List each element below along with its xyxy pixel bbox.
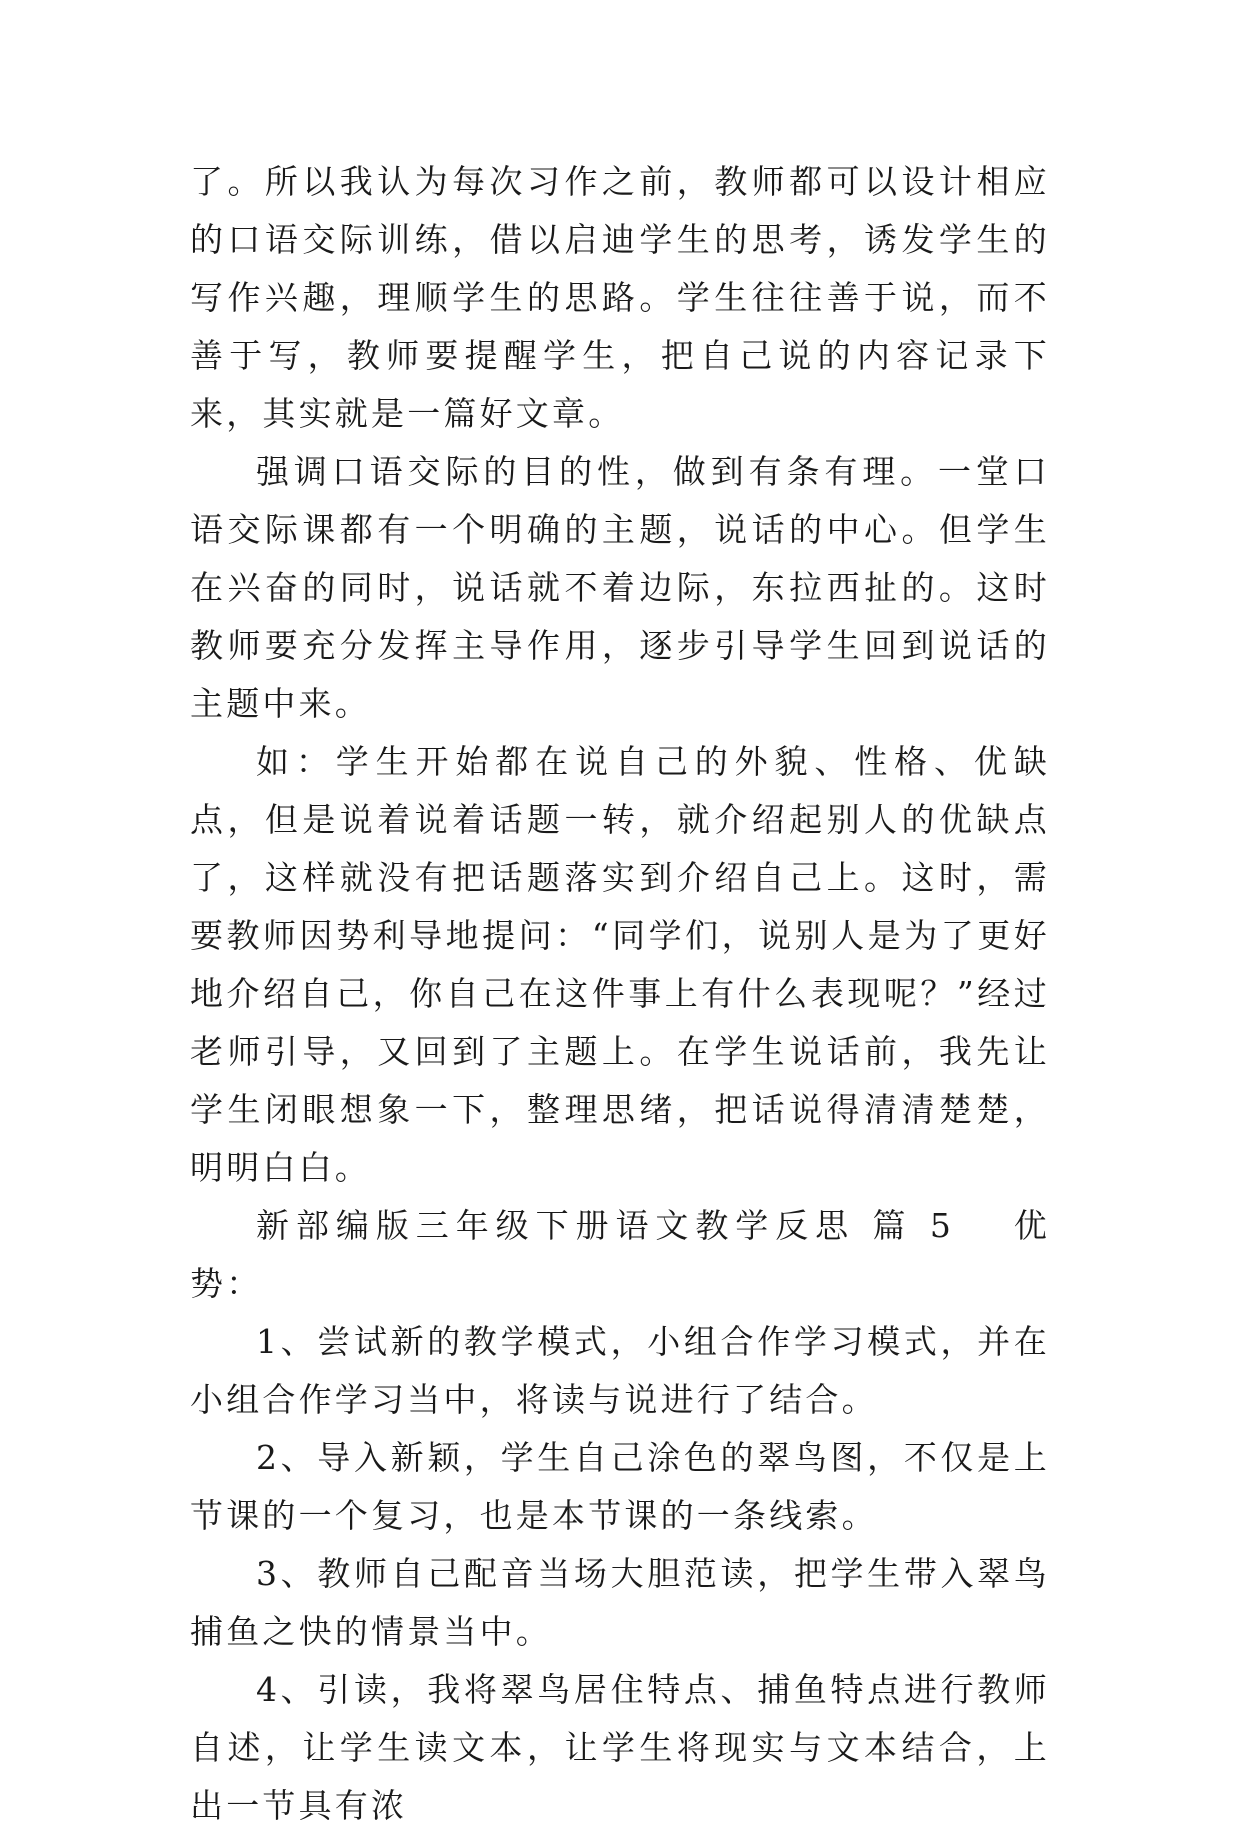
paragraph-example: 如：学生开始都在说自己的外貌、性格、优缺点，但是说着说着话题一转，就介绍起别人的优缺点了，这样就没有把话题落实到介绍自己上。这时，需要教师因势利导地提问：“同学们，说别人是为了更好地介绍自己，你自己在这件事上有什么表现呢？”经过老师引导，又回到了主题上。在学生说话前，我先让学生闭眼想象一下，整理思绪，把话说得清清楚楚，明明白白。 xyxy=(190,742,1050,1187)
section-heading-subtitle: 优势： xyxy=(190,1206,1051,1303)
paragraph-continued: 了。所以我认为每次习作之前，教师都可以设计相应的口语交际训练，借以启迪学生的思考，诱发学生的写作兴趣，理顺学生的思路。学生往往善于说，而不善于写，教师要提醒学生，把自己说的内容记录下来，其实就是一篇好文章。 xyxy=(190,162,1050,433)
document-body xyxy=(190,153,1050,1835)
numbered-item-2: 2、导入新颖，学生自己涂色的翠鸟图，不仅是上节课的一个复习，也是本节课的一条线索。 xyxy=(190,1438,1050,1535)
section-heading-title: 新部编版三年级下册语文教学反思 篇 5 xyxy=(256,1206,955,1245)
numbered-item-4: 4、引读，我将翠鸟居住特点、捕鱼特点进行教师自述，让学生读文本，让学生将现实与文本结合，上出一节具有浓 xyxy=(190,1670,1050,1825)
numbered-item-1: 1、尝试新的教学模式，小组合作学习模式，并在小组合作学习当中，将读与说进行了结合。 xyxy=(190,1322,1050,1419)
numbered-item-3: 3、教师自己配音当场大胆范读，把学生带入翠鸟捕鱼之快的情景当中。 xyxy=(190,1554,1050,1651)
paragraph-purposeful-speaking: 强调口语交际的目的性，做到有条有理。一堂口语交际课都有一个明确的主题，说话的中心。但学生在兴奋的同时，说话就不着边际，东拉西扯的。这时教师要充分发挥主导作用，逐步引导学生回到说话的主题中来。 xyxy=(190,452,1050,723)
section-heading xyxy=(190,1197,1050,1313)
